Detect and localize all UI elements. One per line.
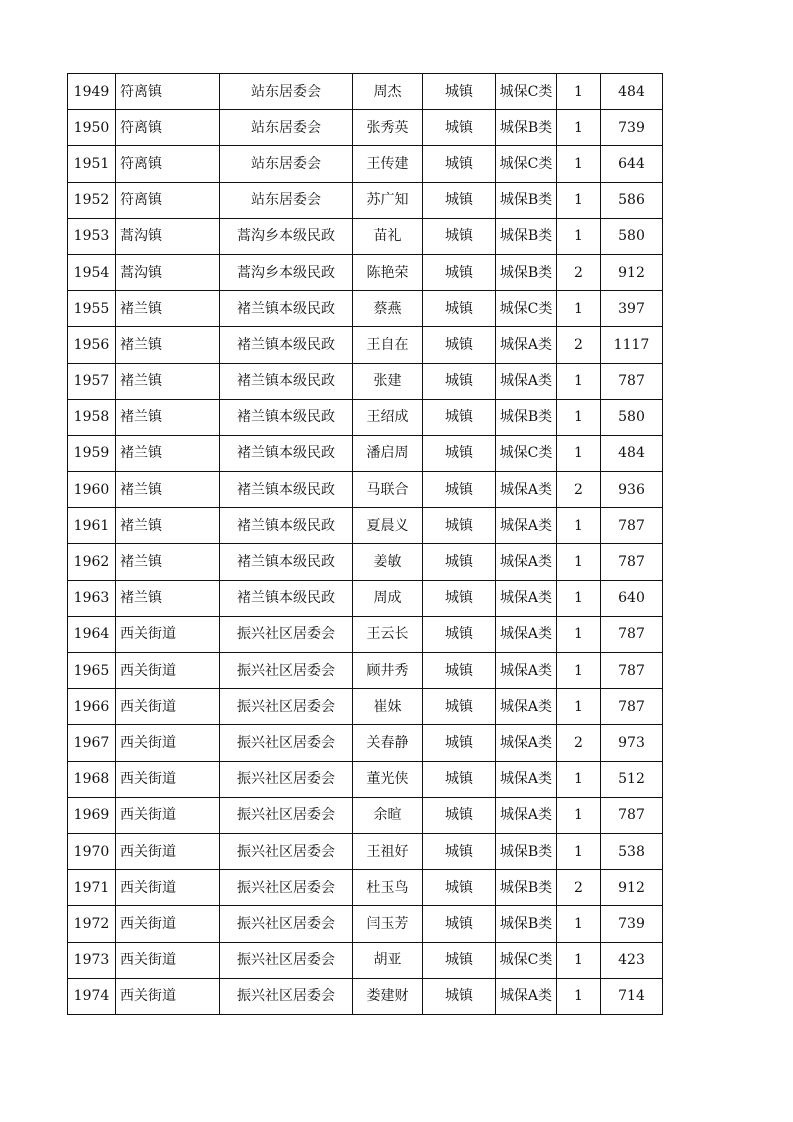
table-row [68, 399, 663, 435]
row-number-cell: 1956 [68, 327, 116, 363]
category-cell: 城保C类 [496, 74, 557, 110]
table-row [68, 978, 663, 1014]
town-cell: 西关街道 [116, 906, 220, 942]
town-cell: 褚兰镇 [116, 580, 220, 616]
town-cell: 褚兰镇 [116, 327, 220, 363]
table-row [68, 870, 663, 906]
household-count-cell: 1 [557, 508, 601, 544]
row-number-cell: 1973 [68, 942, 116, 978]
household-count-cell: 2 [557, 870, 601, 906]
area-type-cell: 城镇 [423, 978, 496, 1014]
category-cell: 城保C类 [496, 942, 557, 978]
table-row [68, 218, 663, 254]
name-cell: 崔妹 [353, 689, 423, 725]
town-cell: 褚兰镇 [116, 435, 220, 471]
household-count-cell: 1 [557, 110, 601, 146]
name-cell: 蔡燕 [353, 291, 423, 327]
table-row [68, 580, 663, 616]
town-cell: 蒿沟镇 [116, 254, 220, 290]
household-count-cell: 1 [557, 146, 601, 182]
amount-cell: 787 [601, 689, 663, 725]
row-number-cell: 1971 [68, 870, 116, 906]
category-cell: 城保C类 [496, 435, 557, 471]
town-cell: 西关街道 [116, 870, 220, 906]
row-number-cell: 1955 [68, 291, 116, 327]
household-count-cell: 2 [557, 327, 601, 363]
data-table [67, 73, 663, 1015]
household-count-cell: 1 [557, 616, 601, 652]
town-cell: 西关街道 [116, 725, 220, 761]
household-count-cell: 2 [557, 472, 601, 508]
area-type-cell: 城镇 [423, 327, 496, 363]
household-count-cell: 1 [557, 978, 601, 1014]
town-cell: 褚兰镇 [116, 291, 220, 327]
committee-cell: 站东居委会 [220, 182, 353, 218]
amount-cell: 936 [601, 472, 663, 508]
area-type-cell: 城镇 [423, 254, 496, 290]
amount-cell: 787 [601, 653, 663, 689]
row-number-cell: 1952 [68, 182, 116, 218]
table-row [68, 689, 663, 725]
name-cell: 周成 [353, 580, 423, 616]
amount-cell: 1117 [601, 327, 663, 363]
table-row [68, 942, 663, 978]
committee-cell: 振兴社区居委会 [220, 942, 353, 978]
household-count-cell: 1 [557, 544, 601, 580]
row-number-cell: 1954 [68, 254, 116, 290]
category-cell: 城保B类 [496, 254, 557, 290]
amount-cell: 580 [601, 399, 663, 435]
amount-cell: 640 [601, 580, 663, 616]
household-count-cell: 1 [557, 761, 601, 797]
row-number-cell: 1970 [68, 833, 116, 869]
amount-cell: 512 [601, 761, 663, 797]
name-cell: 王绍成 [353, 399, 423, 435]
table-row [68, 254, 663, 290]
table-row [68, 327, 663, 363]
committee-cell: 振兴社区居委会 [220, 616, 353, 652]
town-cell: 西关街道 [116, 689, 220, 725]
town-cell: 西关街道 [116, 978, 220, 1014]
town-cell: 褚兰镇 [116, 544, 220, 580]
name-cell: 张秀英 [353, 110, 423, 146]
row-number-cell: 1965 [68, 653, 116, 689]
category-cell: 城保A类 [496, 580, 557, 616]
household-count-cell: 1 [557, 399, 601, 435]
table-row [68, 472, 663, 508]
table-row [68, 761, 663, 797]
table-row [68, 797, 663, 833]
amount-cell: 787 [601, 508, 663, 544]
table-row [68, 74, 663, 110]
category-cell: 城保B类 [496, 182, 557, 218]
town-cell: 褚兰镇 [116, 399, 220, 435]
amount-cell: 787 [601, 616, 663, 652]
amount-cell: 912 [601, 870, 663, 906]
table-row [68, 616, 663, 652]
row-number-cell: 1958 [68, 399, 116, 435]
category-cell: 城保B类 [496, 870, 557, 906]
name-cell: 杜玉鸟 [353, 870, 423, 906]
committee-cell: 振兴社区居委会 [220, 833, 353, 869]
town-cell: 褚兰镇 [116, 472, 220, 508]
category-cell: 城保A类 [496, 797, 557, 833]
category-cell: 城保A类 [496, 978, 557, 1014]
name-cell: 董光侠 [353, 761, 423, 797]
table-row [68, 906, 663, 942]
table-row [68, 833, 663, 869]
household-count-cell: 1 [557, 797, 601, 833]
amount-cell: 484 [601, 74, 663, 110]
household-count-cell: 1 [557, 689, 601, 725]
town-cell: 符离镇 [116, 182, 220, 218]
town-cell: 西关街道 [116, 942, 220, 978]
row-number-cell: 1961 [68, 508, 116, 544]
table-row [68, 508, 663, 544]
household-count-cell: 1 [557, 218, 601, 254]
area-type-cell: 城镇 [423, 833, 496, 869]
area-type-cell: 城镇 [423, 399, 496, 435]
committee-cell: 褚兰镇本级民政 [220, 327, 353, 363]
amount-cell: 739 [601, 110, 663, 146]
category-cell: 城保C类 [496, 146, 557, 182]
area-type-cell: 城镇 [423, 182, 496, 218]
household-count-cell: 2 [557, 725, 601, 761]
household-count-cell: 1 [557, 906, 601, 942]
category-cell: 城保A类 [496, 761, 557, 797]
household-count-cell: 1 [557, 653, 601, 689]
name-cell: 夏晨义 [353, 508, 423, 544]
committee-cell: 站东居委会 [220, 146, 353, 182]
row-number-cell: 1953 [68, 218, 116, 254]
amount-cell: 787 [601, 544, 663, 580]
town-cell: 西关街道 [116, 761, 220, 797]
committee-cell: 褚兰镇本级民政 [220, 363, 353, 399]
area-type-cell: 城镇 [423, 906, 496, 942]
area-type-cell: 城镇 [423, 363, 496, 399]
amount-cell: 423 [601, 942, 663, 978]
town-cell: 西关街道 [116, 616, 220, 652]
area-type-cell: 城镇 [423, 110, 496, 146]
name-cell: 潘启周 [353, 435, 423, 471]
name-cell: 马联合 [353, 472, 423, 508]
name-cell: 苏广知 [353, 182, 423, 218]
row-number-cell: 1960 [68, 472, 116, 508]
committee-cell: 蒿沟乡本级民政 [220, 218, 353, 254]
category-cell: 城保A类 [496, 508, 557, 544]
category-cell: 城保A类 [496, 689, 557, 725]
town-cell: 褚兰镇 [116, 508, 220, 544]
table-body [68, 74, 663, 1015]
committee-cell: 振兴社区居委会 [220, 797, 353, 833]
committee-cell: 站东居委会 [220, 110, 353, 146]
name-cell: 王自在 [353, 327, 423, 363]
area-type-cell: 城镇 [423, 942, 496, 978]
amount-cell: 714 [601, 978, 663, 1014]
name-cell: 关春静 [353, 725, 423, 761]
area-type-cell: 城镇 [423, 761, 496, 797]
name-cell: 闫玉芳 [353, 906, 423, 942]
amount-cell: 644 [601, 146, 663, 182]
area-type-cell: 城镇 [423, 544, 496, 580]
area-type-cell: 城镇 [423, 472, 496, 508]
committee-cell: 振兴社区居委会 [220, 978, 353, 1014]
row-number-cell: 1974 [68, 978, 116, 1014]
category-cell: 城保A类 [496, 616, 557, 652]
row-number-cell: 1972 [68, 906, 116, 942]
area-type-cell: 城镇 [423, 218, 496, 254]
amount-cell: 397 [601, 291, 663, 327]
name-cell: 王传建 [353, 146, 423, 182]
town-cell: 西关街道 [116, 797, 220, 833]
table-row [68, 653, 663, 689]
committee-cell: 振兴社区居委会 [220, 761, 353, 797]
amount-cell: 739 [601, 906, 663, 942]
household-count-cell: 1 [557, 74, 601, 110]
category-cell: 城保A类 [496, 363, 557, 399]
committee-cell: 振兴社区居委会 [220, 689, 353, 725]
category-cell: 城保C类 [496, 291, 557, 327]
amount-cell: 586 [601, 182, 663, 218]
area-type-cell: 城镇 [423, 797, 496, 833]
area-type-cell: 城镇 [423, 689, 496, 725]
household-count-cell: 1 [557, 833, 601, 869]
table-row [68, 291, 663, 327]
area-type-cell: 城镇 [423, 435, 496, 471]
category-cell: 城保A类 [496, 653, 557, 689]
committee-cell: 褚兰镇本级民政 [220, 508, 353, 544]
town-cell: 符离镇 [116, 146, 220, 182]
name-cell: 胡亚 [353, 942, 423, 978]
town-cell: 符离镇 [116, 110, 220, 146]
amount-cell: 538 [601, 833, 663, 869]
name-cell: 娄建财 [353, 978, 423, 1014]
household-count-cell: 1 [557, 291, 601, 327]
committee-cell: 振兴社区居委会 [220, 653, 353, 689]
category-cell: 城保B类 [496, 218, 557, 254]
category-cell: 城保A类 [496, 544, 557, 580]
category-cell: 城保B类 [496, 833, 557, 869]
town-cell: 西关街道 [116, 653, 220, 689]
committee-cell: 褚兰镇本级民政 [220, 291, 353, 327]
household-count-cell: 1 [557, 580, 601, 616]
area-type-cell: 城镇 [423, 291, 496, 327]
committee-cell: 褚兰镇本级民政 [220, 435, 353, 471]
committee-cell: 褚兰镇本级民政 [220, 544, 353, 580]
table-row [68, 146, 663, 182]
category-cell: 城保A类 [496, 327, 557, 363]
area-type-cell: 城镇 [423, 146, 496, 182]
area-type-cell: 城镇 [423, 653, 496, 689]
amount-cell: 580 [601, 218, 663, 254]
committee-cell: 振兴社区居委会 [220, 870, 353, 906]
committee-cell: 振兴社区居委会 [220, 906, 353, 942]
category-cell: 城保B类 [496, 110, 557, 146]
name-cell: 顾井秀 [353, 653, 423, 689]
household-count-cell: 2 [557, 254, 601, 290]
name-cell: 周杰 [353, 74, 423, 110]
table-row [68, 110, 663, 146]
row-number-cell: 1966 [68, 689, 116, 725]
row-number-cell: 1969 [68, 797, 116, 833]
name-cell: 王云长 [353, 616, 423, 652]
area-type-cell: 城镇 [423, 616, 496, 652]
table-row [68, 725, 663, 761]
town-cell: 蒿沟镇 [116, 218, 220, 254]
category-cell: 城保B类 [496, 399, 557, 435]
town-cell: 西关街道 [116, 833, 220, 869]
row-number-cell: 1957 [68, 363, 116, 399]
committee-cell: 褚兰镇本级民政 [220, 472, 353, 508]
amount-cell: 973 [601, 725, 663, 761]
row-number-cell: 1949 [68, 74, 116, 110]
amount-cell: 787 [601, 363, 663, 399]
area-type-cell: 城镇 [423, 508, 496, 544]
table-row [68, 363, 663, 399]
committee-cell: 站东居委会 [220, 74, 353, 110]
household-count-cell: 1 [557, 435, 601, 471]
area-type-cell: 城镇 [423, 870, 496, 906]
category-cell: 城保A类 [496, 725, 557, 761]
amount-cell: 484 [601, 435, 663, 471]
area-type-cell: 城镇 [423, 74, 496, 110]
committee-cell: 蒿沟乡本级民政 [220, 254, 353, 290]
town-cell: 符离镇 [116, 74, 220, 110]
household-count-cell: 1 [557, 942, 601, 978]
table-row [68, 182, 663, 218]
row-number-cell: 1968 [68, 761, 116, 797]
name-cell: 苗礼 [353, 218, 423, 254]
amount-cell: 912 [601, 254, 663, 290]
category-cell: 城保A类 [496, 472, 557, 508]
name-cell: 陈艳荣 [353, 254, 423, 290]
name-cell: 余暄 [353, 797, 423, 833]
amount-cell: 787 [601, 797, 663, 833]
committee-cell: 褚兰镇本级民政 [220, 580, 353, 616]
household-count-cell: 1 [557, 182, 601, 218]
area-type-cell: 城镇 [423, 725, 496, 761]
name-cell: 王祖好 [353, 833, 423, 869]
name-cell: 姜敏 [353, 544, 423, 580]
row-number-cell: 1959 [68, 435, 116, 471]
household-count-cell: 1 [557, 363, 601, 399]
category-cell: 城保B类 [496, 906, 557, 942]
town-cell: 褚兰镇 [116, 363, 220, 399]
committee-cell: 褚兰镇本级民政 [220, 399, 353, 435]
row-number-cell: 1967 [68, 725, 116, 761]
row-number-cell: 1964 [68, 616, 116, 652]
name-cell: 张建 [353, 363, 423, 399]
committee-cell: 振兴社区居委会 [220, 725, 353, 761]
row-number-cell: 1963 [68, 580, 116, 616]
table-row [68, 435, 663, 471]
row-number-cell: 1962 [68, 544, 116, 580]
area-type-cell: 城镇 [423, 580, 496, 616]
row-number-cell: 1950 [68, 110, 116, 146]
table-row [68, 544, 663, 580]
row-number-cell: 1951 [68, 146, 116, 182]
